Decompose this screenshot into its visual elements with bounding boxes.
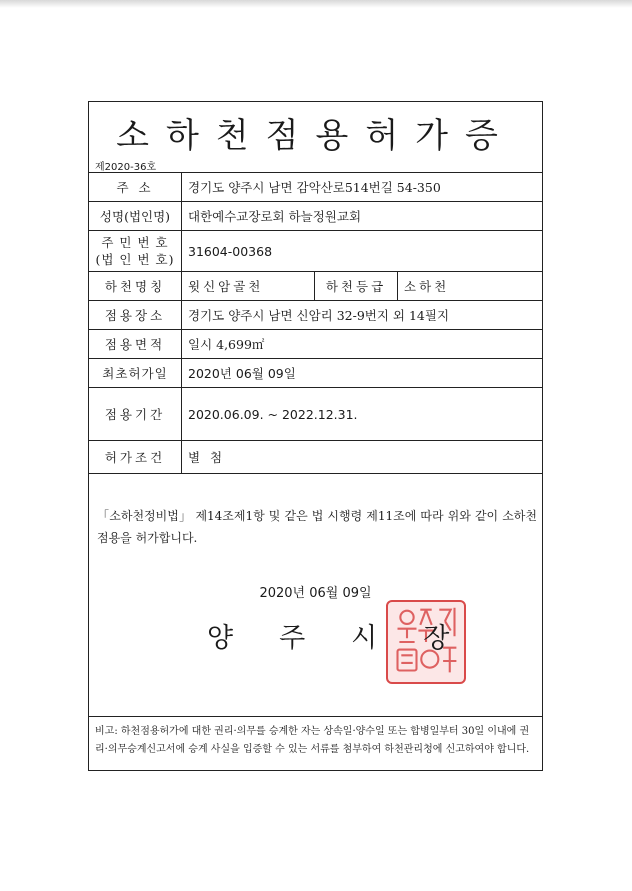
name-label: 성명(법인명) <box>89 202 182 231</box>
address-row <box>89 173 542 202</box>
scan-edge <box>0 0 632 8</box>
stream-grade-value: 소하천 <box>398 272 543 301</box>
resident-number-label-line2: (법 인 번 호) <box>95 252 175 267</box>
location-label: 점용장소 <box>89 301 182 330</box>
area-label: 점용면적 <box>89 330 182 359</box>
stream-grade-label: 하천등급 <box>315 272 398 301</box>
resident-number-row <box>89 231 542 272</box>
remarks-note: 비고: 하천점용허가에 대한 권리·의무를 승계한 자는 상속일·양수일 또는 합병일부터 30일 이내에 권리·의무승계신고서에 승계 사실을 입증할 수 있는 서류를 첨부하여 하천관리청에 신고하여야 합니다. <box>89 716 542 759</box>
period-value: 2020.06.09. ~ 2022.12.31. <box>182 388 543 441</box>
name-row <box>89 202 542 231</box>
permit-certificate <box>88 101 543 771</box>
stream-row <box>89 272 542 301</box>
permit-details-table <box>89 172 542 474</box>
area-row <box>89 330 542 359</box>
period-row <box>89 388 542 441</box>
conditions-row <box>89 441 542 474</box>
first-permit-row <box>89 359 542 388</box>
location-row <box>89 301 542 330</box>
address-value: 경기도 양주시 남면 감악산로514번길 54-350 <box>182 173 543 202</box>
first-permit-label: 최초허가일 <box>89 359 182 388</box>
permit-statement: 「소하천정비법」 제14조제1항 및 같은 법 시행령 제11조에 따라 위와 같이 소하천점용을 허가합니다. <box>97 509 537 545</box>
area-value: 일시 4,699㎡ <box>182 330 543 359</box>
period-label: 점용기간 <box>89 388 182 441</box>
conditions-value: 별 첨 <box>182 441 543 474</box>
first-permit-value: 2020년 06월 09일 <box>182 359 543 388</box>
stream-name-value: 윗신암골천 <box>182 272 315 301</box>
conditions-label: 허가조건 <box>89 441 182 474</box>
document-number: 제2020-36호 <box>95 162 157 173</box>
name-value: 대한예수교장로회 하늘정원교회 <box>182 202 543 231</box>
stream-name-label: 하천명칭 <box>89 272 182 301</box>
resident-number-label <box>89 231 182 272</box>
resident-number-value: 31604-00368 <box>182 231 543 272</box>
resident-number-label-line1: 주 민 번 호 <box>101 235 169 250</box>
location-value: 경기도 양주시 남면 신암리 32-9번지 외 14필지 <box>182 301 543 330</box>
address-label: 주 소 <box>89 173 182 202</box>
document-title: 소하천점용허가증 <box>116 116 515 156</box>
issue-date: 2020년 06월 09일 <box>259 586 372 601</box>
issuer-name: 양주시장 <box>207 623 496 654</box>
